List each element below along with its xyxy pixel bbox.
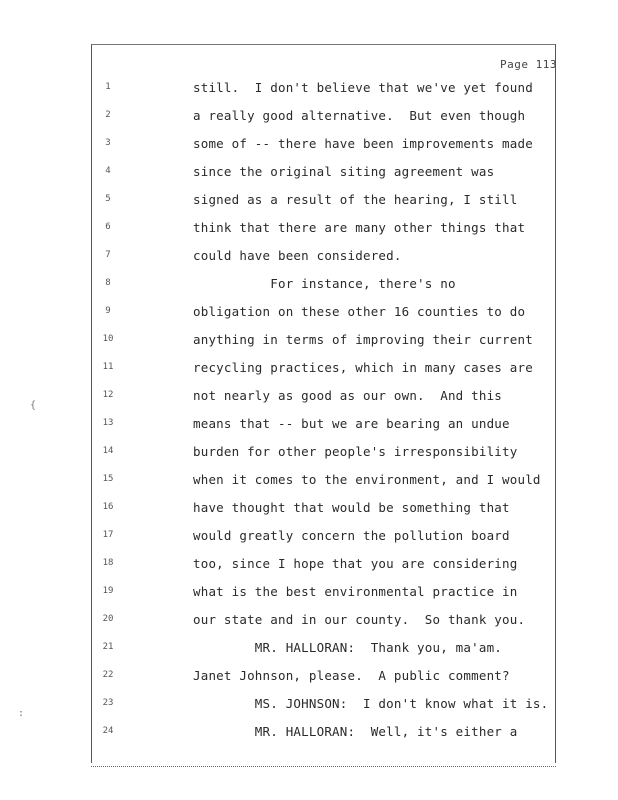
transcript-line: what is the best environmental practice in — [193, 584, 518, 599]
transcript-line: have thought that would be something that — [193, 500, 510, 515]
line-number: 1 — [105, 82, 111, 92]
line-number: 16 — [102, 502, 114, 512]
transcript-line: a really good alternative. But even though — [193, 108, 526, 123]
page-frame — [91, 44, 556, 763]
transcript-line: too, since I hope that you are considering — [193, 556, 518, 571]
line-number: 22 — [102, 670, 114, 680]
bottom-rule — [91, 766, 556, 768]
line-number: 19 — [102, 586, 114, 596]
transcript-line: recycling practices, which in many cases are — [193, 360, 533, 375]
line-number: 15 — [102, 474, 114, 484]
transcript-line: our state and in our county. So thank you. — [193, 612, 526, 627]
transcript-line: not nearly as good as our own. And this — [193, 388, 503, 403]
line-number: 7 — [105, 250, 111, 260]
line-number: 10 — [102, 334, 114, 344]
line-number: 6 — [105, 222, 111, 232]
line-number: 14 — [102, 446, 114, 456]
line-number: 17 — [102, 530, 114, 540]
line-number: 21 — [102, 642, 114, 652]
line-number: 8 — [105, 278, 111, 288]
line-number: 3 — [105, 138, 111, 148]
transcript-line: means that -- but we are bearing an undue — [193, 416, 510, 431]
transcript-line: For instance, there's no — [193, 276, 456, 291]
line-number: 5 — [105, 194, 111, 204]
line-number: 12 — [102, 390, 114, 400]
transcript-line: MR. HALLORAN: Well, it's either a — [193, 724, 518, 739]
transcript-line: when it comes to the environment, and I would — [193, 472, 541, 487]
transcript-line: obligation on these other 16 counties to do — [193, 304, 526, 319]
transcript-line: anything in terms of improving their current — [193, 332, 533, 347]
line-number: 2 — [105, 110, 111, 120]
line-number: 9 — [105, 306, 111, 316]
transcript-line: could have been considered. — [193, 248, 402, 263]
transcript-line: burden for other people's irresponsibility — [193, 444, 518, 459]
transcript-line: Janet Johnson, please. A public comment? — [193, 668, 510, 683]
line-number: 23 — [102, 698, 114, 708]
transcript-line: signed as a result of the hearing, I still — [193, 192, 518, 207]
transcript-line: some of -- there have been improvements made — [193, 136, 533, 151]
margin-mark: { — [30, 400, 37, 411]
transcript-line: think that there are many other things that — [193, 220, 526, 235]
margin-mark: : — [18, 708, 25, 719]
transcript-line: MS. JOHNSON: I don't know what it is. — [193, 696, 549, 711]
page-number: Page 113 — [500, 58, 557, 71]
line-number: 4 — [105, 166, 111, 176]
transcript-line: MR. HALLORAN: Thank you, ma'am. — [193, 640, 503, 655]
line-number: 11 — [102, 362, 114, 372]
transcript-line: would greatly concern the pollution board — [193, 528, 510, 543]
transcript-line: since the original siting agreement was — [193, 164, 495, 179]
line-number: 20 — [102, 614, 114, 624]
transcript-line: still. I don't believe that we've yet found — [193, 80, 533, 95]
line-number: 18 — [102, 558, 114, 568]
line-number: 24 — [102, 726, 114, 736]
line-number: 13 — [102, 418, 114, 428]
